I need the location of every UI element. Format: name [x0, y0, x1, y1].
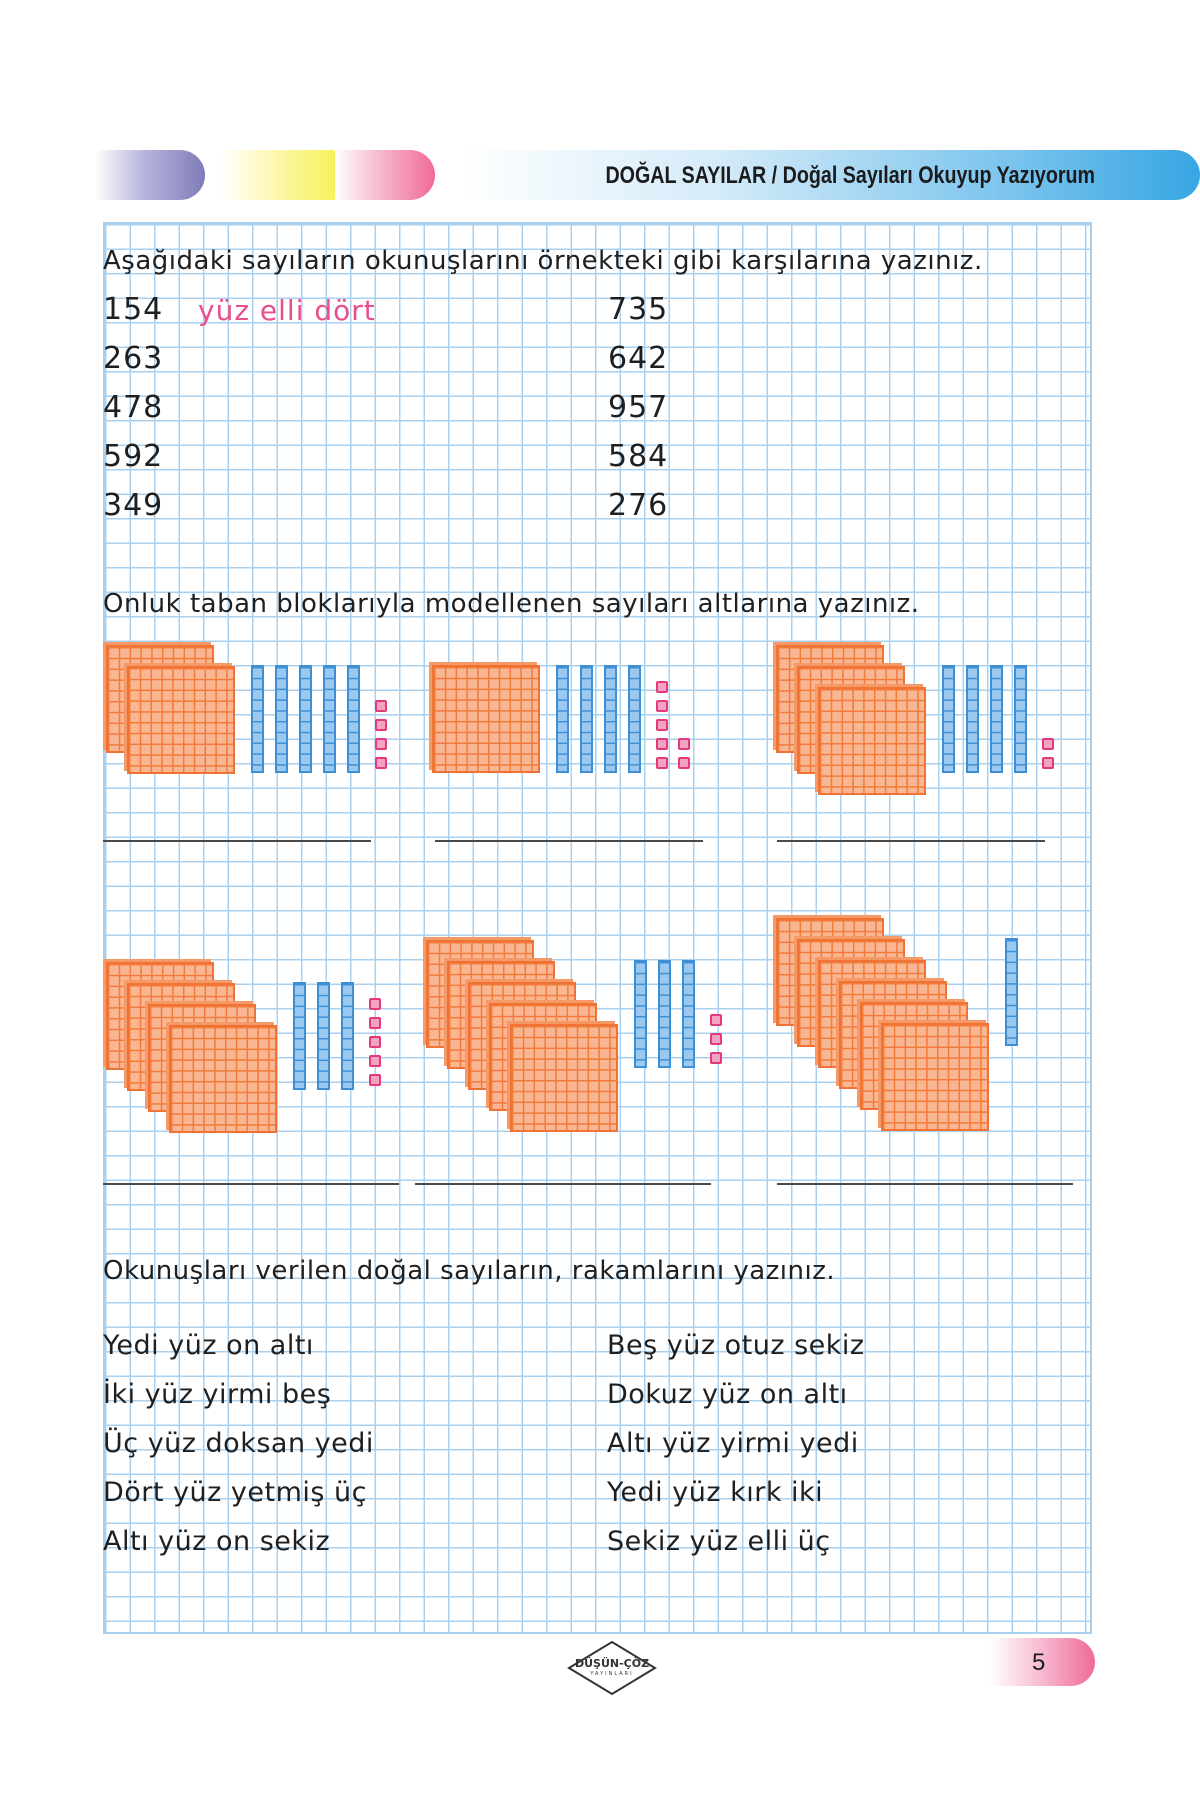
tens-rod [317, 982, 330, 1090]
right-number: 735 [608, 292, 669, 327]
ones-cube [375, 719, 387, 731]
section1-instruction: Aşağıdaki sayıların okunuşlarını örnekteki gibi karşılarına yazınız. [103, 246, 983, 276]
ones-cube [656, 700, 668, 712]
tens-rod [347, 665, 360, 773]
hundreds-block [818, 687, 926, 795]
ones-cube [375, 700, 387, 712]
ones-cube [375, 757, 387, 769]
answer-line [435, 840, 703, 842]
ones-cube [1042, 738, 1054, 750]
ones-cube [710, 1014, 722, 1026]
hundreds-block [881, 1023, 989, 1131]
tens-rod [556, 665, 569, 773]
answer-line [777, 1183, 1073, 1185]
ones-cube [678, 738, 690, 750]
ones-cube [678, 757, 690, 769]
page-title: DOĞAL SAYILAR / Doğal Sayıları Okuyup Yazıyorum [605, 162, 1095, 189]
tens-rod [293, 982, 306, 1090]
logo-subtext: YAYINLARI [590, 1671, 634, 1677]
left-number: 263 [103, 341, 164, 376]
tens-rod [1005, 938, 1018, 1046]
left-number: 478 [103, 390, 164, 425]
ones-cube [369, 1036, 381, 1048]
page-number: 5 [1032, 1649, 1046, 1676]
right-number: 642 [608, 341, 669, 376]
grid-paper-background [103, 222, 1092, 1634]
ones-cube [369, 1055, 381, 1067]
left-number: 349 [103, 488, 164, 523]
tens-rod [634, 960, 647, 1068]
tens-rod [966, 665, 979, 773]
ones-cube [656, 719, 668, 731]
section2-instruction: Onluk taban bloklarıyla modellenen sayıları altlarına yazınız. [103, 589, 920, 619]
decorative-pink-tab [335, 150, 435, 200]
answer-line [415, 1183, 711, 1185]
answer-line [103, 1183, 399, 1185]
tens-rod [323, 665, 336, 773]
tens-rod [275, 665, 288, 773]
hundreds-block [127, 666, 235, 774]
publisher-logo [567, 1640, 657, 1696]
tens-rod [604, 665, 617, 773]
number-word: Üç yüz doksan yedi [103, 1428, 374, 1459]
tens-rod [299, 665, 312, 773]
left-number: 592 [103, 439, 164, 474]
section3-instruction: Okunuşları verilen doğal sayıların, rakamlarını yazınız. [103, 1256, 836, 1286]
number-word: Sekiz yüz elli üç [607, 1526, 831, 1557]
right-number: 584 [608, 439, 669, 474]
tens-rod [580, 665, 593, 773]
ones-cube [369, 998, 381, 1010]
ones-cube [656, 757, 668, 769]
tens-rod [658, 960, 671, 1068]
ones-cube [369, 1017, 381, 1029]
ones-cube [710, 1033, 722, 1045]
number-word: Altı yüz yirmi yedi [607, 1428, 859, 1459]
tens-rod [251, 665, 264, 773]
example-answer: yüz elli dört [198, 294, 376, 327]
logo-text: DÜŞÜN-ÇÖZ [574, 1657, 650, 1670]
ones-cube [369, 1074, 381, 1086]
number-word: Beş yüz otuz sekiz [607, 1330, 865, 1361]
tens-rod [1014, 665, 1027, 773]
hundreds-block [169, 1025, 277, 1133]
ones-cube [656, 738, 668, 750]
number-word: Yedi yüz kırk iki [607, 1477, 824, 1508]
decorative-purple-tab [95, 150, 205, 200]
tens-rod [942, 665, 955, 773]
tens-rod [341, 982, 354, 1090]
ones-cube [656, 681, 668, 693]
hundreds-block [510, 1024, 618, 1132]
answer-line [777, 840, 1045, 842]
number-word: Dört yüz yetmiş üç [103, 1477, 368, 1508]
answer-line [103, 840, 371, 842]
number-word: İki yüz yirmi beş [103, 1379, 332, 1410]
ones-cube [710, 1052, 722, 1064]
header-bar [460, 150, 1200, 200]
right-number: 957 [608, 390, 669, 425]
left-number: 154 [103, 292, 164, 327]
tens-rod [990, 665, 1003, 773]
right-number: 276 [608, 488, 669, 523]
ones-cube [375, 738, 387, 750]
number-word: Altı yüz on sekiz [103, 1526, 331, 1557]
tens-rod [628, 665, 641, 773]
number-word: Dokuz yüz on altı [607, 1379, 848, 1410]
number-word: Yedi yüz on altı [103, 1330, 314, 1361]
tens-rod [682, 960, 695, 1068]
ones-cube [1042, 757, 1054, 769]
hundreds-block [432, 665, 540, 773]
